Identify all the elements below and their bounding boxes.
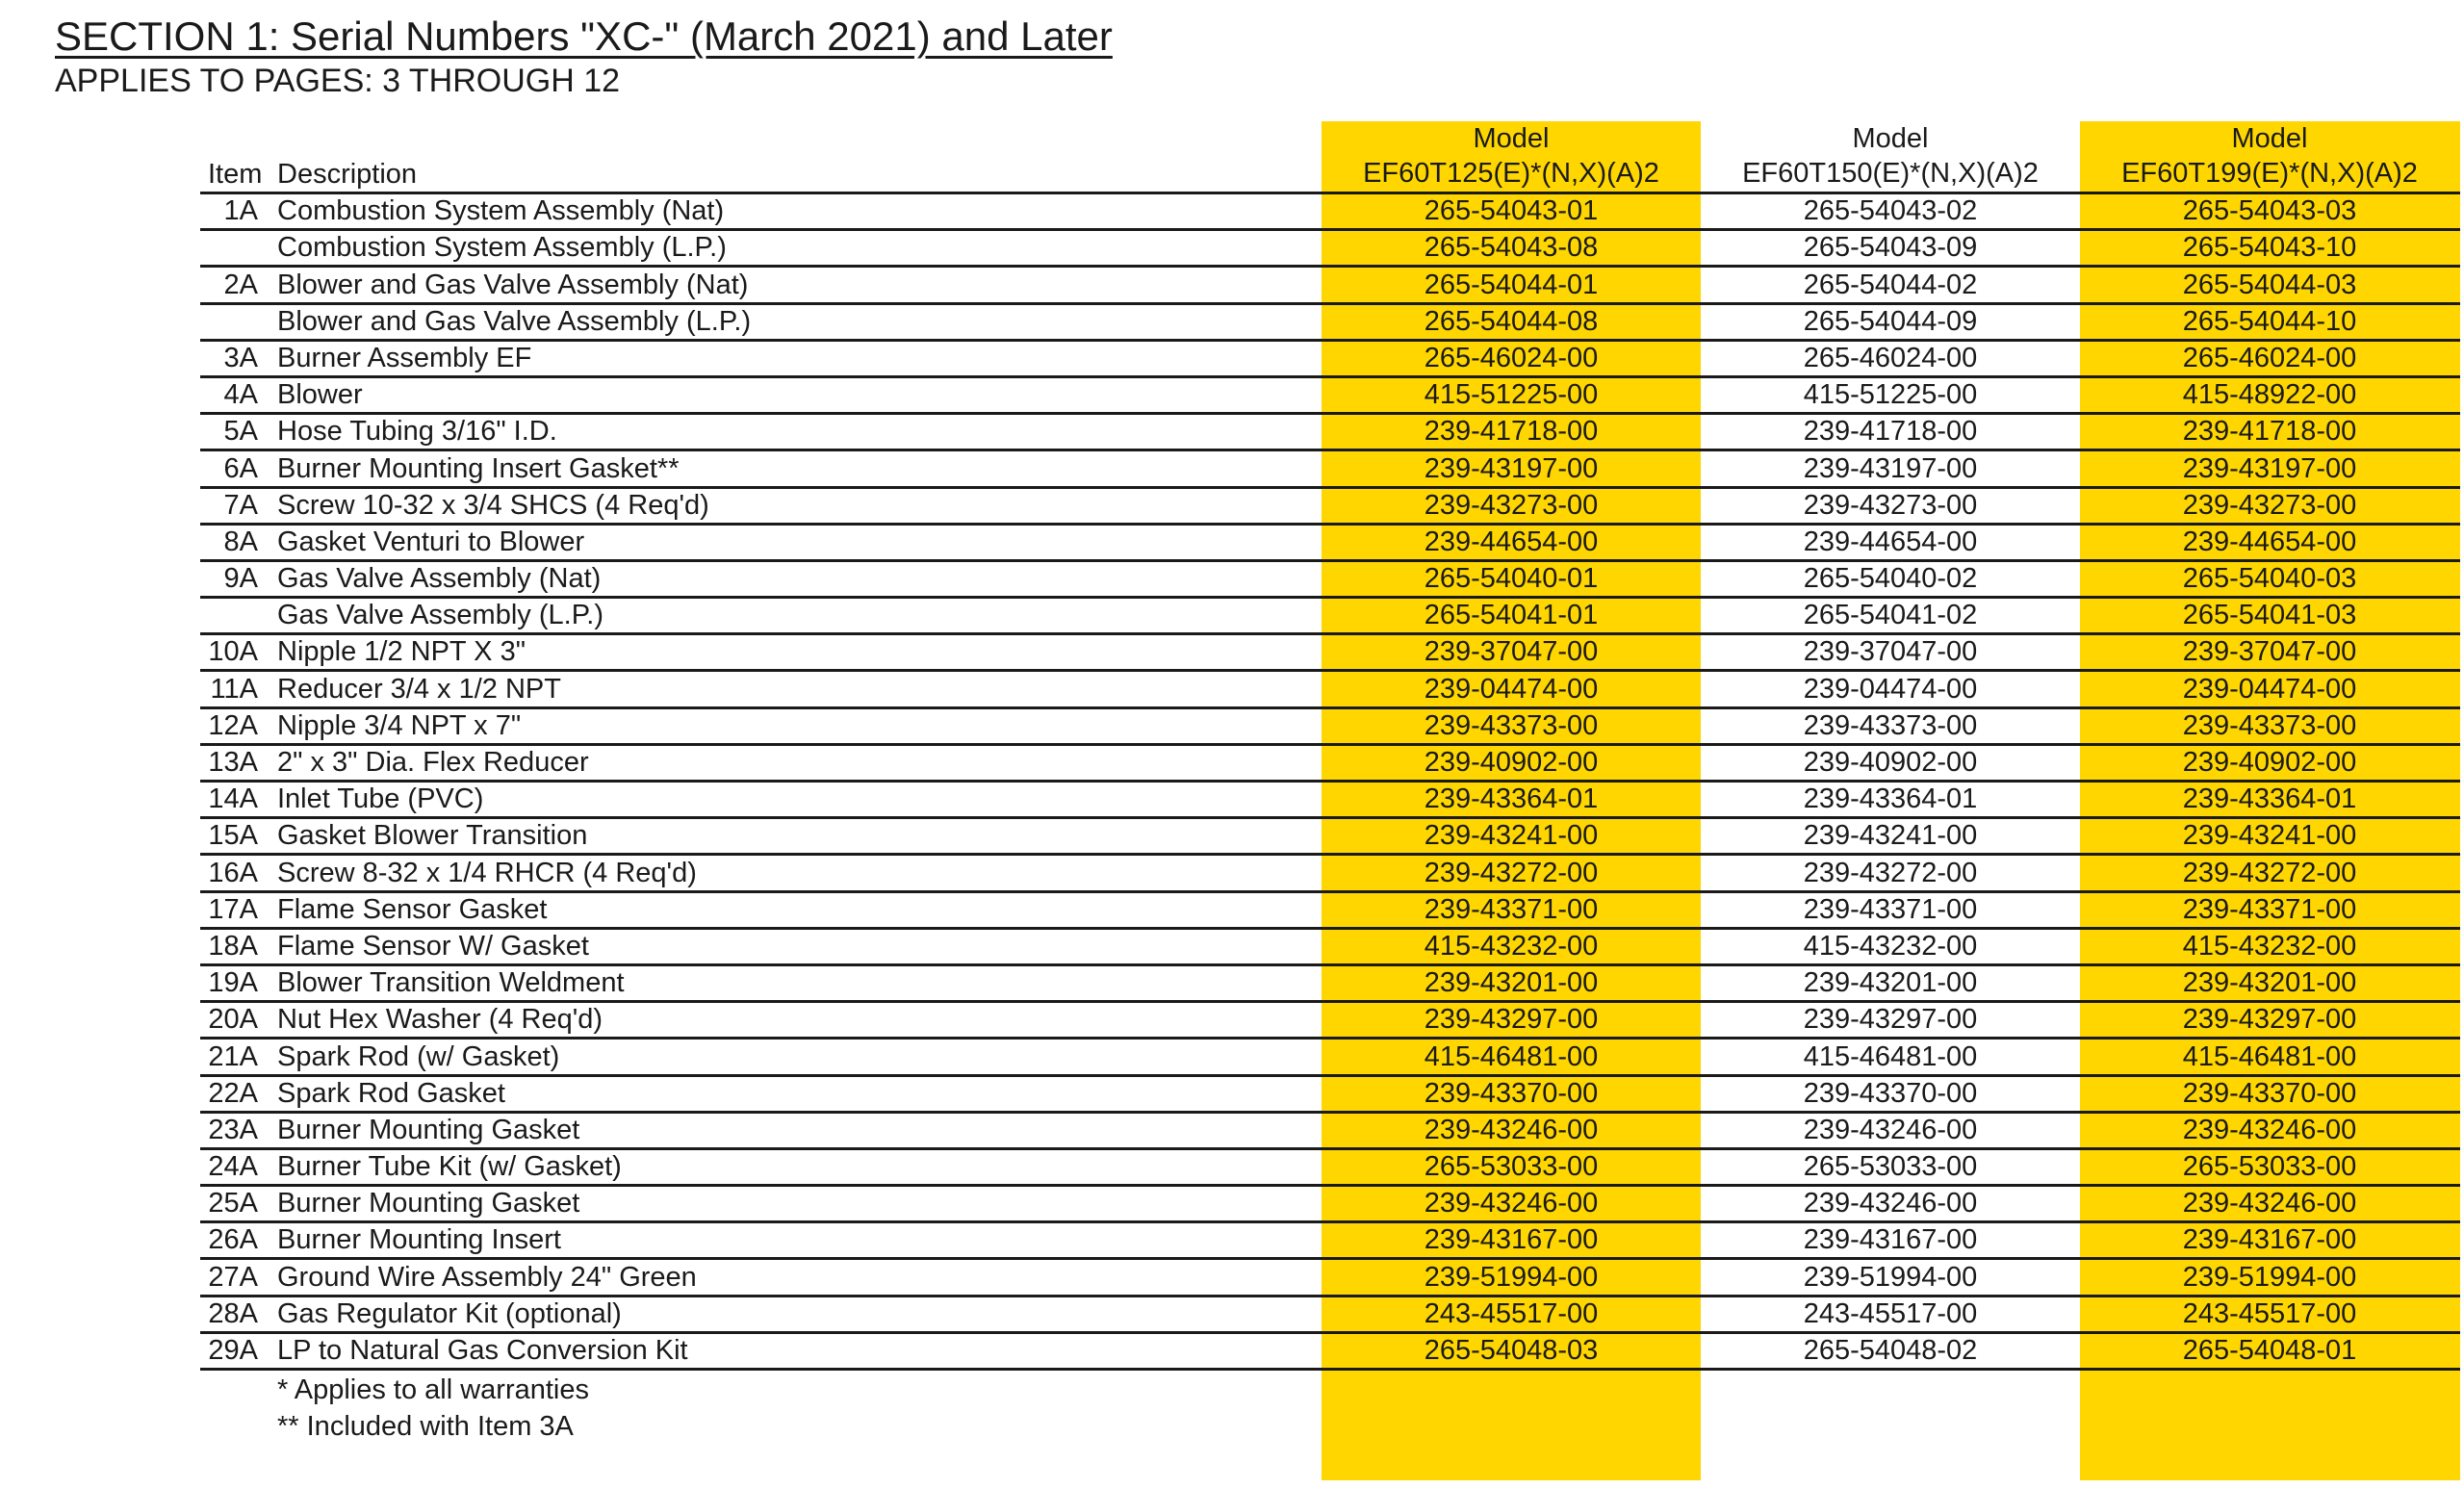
part-number-model-3: 265-54048-01: [2182, 1335, 2357, 1366]
item-number: 19A: [208, 967, 258, 999]
table-row: [200, 1334, 2460, 1371]
table-row: [200, 599, 2460, 635]
part-number-model-1: 415-43232-00: [1424, 930, 1599, 962]
part-number-model-1: 239-04474-00: [1424, 673, 1599, 705]
item-number: 1A: [223, 195, 258, 227]
item-description: 2" x 3" Dia. Flex Reducer: [277, 747, 589, 778]
header-model-2-name: EF60T150(E)*(N,X)(A)2: [1742, 158, 2039, 189]
part-number-model-3: 265-54044-10: [2182, 305, 2357, 337]
item-description: Inlet Tube (PVC): [277, 783, 484, 815]
item-number: 23A: [208, 1114, 258, 1145]
table-row: [200, 930, 2460, 966]
part-number-model-2: 239-43297-00: [1803, 1004, 1978, 1036]
part-number-model-2: 239-43371-00: [1803, 893, 1978, 925]
table-row: [200, 1260, 2460, 1296]
part-number-model-2: 239-43246-00: [1803, 1188, 1978, 1219]
part-number-model-3: 239-43201-00: [2182, 967, 2357, 999]
item-description: Burner Mounting Insert: [277, 1224, 561, 1256]
item-description: Combustion System Assembly (L.P.): [277, 232, 727, 264]
item-number: 17A: [208, 893, 258, 925]
table-row: [200, 746, 2460, 783]
item-description: Blower Transition Weldment: [277, 967, 625, 999]
item-number: 26A: [208, 1224, 258, 1256]
table-row: [200, 342, 2460, 378]
part-number-model-2: 265-54041-02: [1803, 600, 1978, 631]
table-row: [200, 856, 2460, 892]
part-number-model-1: 415-46481-00: [1424, 1040, 1599, 1072]
header-model-2-label: Model: [1852, 123, 1929, 154]
item-number: 13A: [208, 747, 258, 778]
part-number-model-2: 415-43232-00: [1803, 930, 1978, 962]
item-number: 25A: [208, 1188, 258, 1219]
item-number: 20A: [208, 1004, 258, 1036]
part-number-model-1: 239-41718-00: [1424, 416, 1599, 448]
item-description: Screw 10-32 x 3/4 SHCS (4 Req'd): [277, 489, 709, 521]
item-description: Burner Mounting Gasket: [277, 1188, 580, 1219]
footnote: [200, 1407, 2460, 1444]
table-row: [200, 1114, 2460, 1150]
part-number-model-2: 239-41718-00: [1803, 416, 1978, 448]
part-number-model-3: 239-43272-00: [2182, 857, 2357, 888]
part-number-model-1: 415-51225-00: [1424, 379, 1599, 411]
item-number: 22A: [208, 1077, 258, 1109]
item-description: Gasket Blower Transition: [277, 820, 588, 852]
item-description: Burner Mounting Insert Gasket**: [277, 452, 680, 484]
part-number-model-3: 265-46024-00: [2182, 342, 2357, 373]
item-description: Blower: [277, 379, 363, 411]
header-model-3-label: Model: [2231, 123, 2308, 154]
part-number-model-3: 415-46481-00: [2182, 1040, 2357, 1072]
part-number-model-1: 239-43371-00: [1424, 893, 1599, 925]
header-model-1-name: EF60T125(E)*(N,X)(A)2: [1363, 158, 1659, 189]
item-description: Ground Wire Assembly 24" Green: [277, 1261, 697, 1293]
part-number-model-2: 265-54043-02: [1803, 195, 1978, 227]
header-model-3-name: EF60T199(E)*(N,X)(A)2: [2121, 158, 2418, 189]
part-number-model-1: 239-44654-00: [1424, 526, 1599, 557]
item-number: 9A: [223, 563, 258, 595]
part-number-model-1: 239-43273-00: [1424, 489, 1599, 521]
part-number-model-3: 239-37047-00: [2182, 636, 2357, 668]
item-number: 10A: [208, 636, 258, 668]
part-number-model-1: 265-54043-01: [1424, 195, 1599, 227]
table-row: [200, 1003, 2460, 1040]
part-number-model-2: 239-43246-00: [1803, 1114, 1978, 1145]
part-number-model-1: 239-43197-00: [1424, 452, 1599, 484]
part-number-model-3: 239-51994-00: [2182, 1261, 2357, 1293]
table-row: [200, 709, 2460, 746]
part-number-model-1: 239-40902-00: [1424, 747, 1599, 778]
item-number: 12A: [208, 709, 258, 741]
item-description: Flame Sensor Gasket: [277, 893, 548, 925]
part-number-model-1: 265-53033-00: [1424, 1151, 1599, 1183]
part-number-model-2: 265-54040-02: [1803, 563, 1978, 595]
part-number-model-2: 265-53033-00: [1803, 1151, 1978, 1183]
part-number-model-2: 239-51994-00: [1803, 1261, 1978, 1293]
part-number-model-2: 239-43272-00: [1803, 857, 1978, 888]
part-number-model-1: 265-54041-01: [1424, 600, 1599, 631]
part-number-model-3: 239-41718-00: [2182, 416, 2357, 448]
part-number-model-1: 265-54044-08: [1424, 305, 1599, 337]
part-number-model-1: 239-43364-01: [1424, 783, 1599, 815]
table-header: [200, 121, 2460, 194]
part-number-model-1: 265-54044-01: [1424, 269, 1599, 300]
part-number-model-1: 265-46024-00: [1424, 342, 1599, 373]
part-number-model-2: 265-54044-02: [1803, 269, 1978, 300]
item-number: 15A: [208, 820, 258, 852]
table-row: [200, 415, 2460, 451]
part-number-model-2: 239-43373-00: [1803, 709, 1978, 741]
part-number-model-2: 239-43241-00: [1803, 820, 1978, 852]
item-description: Flame Sensor W/ Gasket: [277, 930, 589, 962]
part-number-model-3: 239-43246-00: [2182, 1114, 2357, 1145]
table-row: [200, 489, 2460, 526]
part-number-model-1: 239-43246-00: [1424, 1188, 1599, 1219]
part-number-model-2: 239-43201-00: [1803, 967, 1978, 999]
item-description: Blower and Gas Valve Assembly (L.P.): [277, 305, 752, 337]
table-row: [200, 966, 2460, 1003]
item-description: Reducer 3/4 x 1/2 NPT: [277, 673, 561, 705]
part-number-model-2: 239-37047-00: [1803, 636, 1978, 668]
part-number-model-1: 239-43201-00: [1424, 967, 1599, 999]
table-row: [200, 194, 2460, 231]
part-number-model-3: 239-43273-00: [2182, 489, 2357, 521]
part-number-model-3: 243-45517-00: [2182, 1297, 2357, 1329]
table-row: [200, 783, 2460, 819]
part-number-model-3: 265-54041-03: [2182, 600, 2357, 631]
item-description: Blower and Gas Valve Assembly (Nat): [277, 269, 749, 300]
item-description: Gas Valve Assembly (L.P.): [277, 600, 604, 631]
part-number-model-1: 239-43241-00: [1424, 820, 1599, 852]
item-number: 16A: [208, 857, 258, 888]
table-row: [200, 1040, 2460, 1076]
item-number: 7A: [223, 489, 258, 521]
part-number-model-1: 239-43373-00: [1424, 709, 1599, 741]
part-number-model-1: 265-54043-08: [1424, 232, 1599, 264]
table-row: [200, 672, 2460, 708]
part-number-model-3: 415-48922-00: [2182, 379, 2357, 411]
part-number-model-2: 415-46481-00: [1803, 1040, 1978, 1072]
table-row: [200, 305, 2460, 342]
part-number-model-1: 265-54048-03: [1424, 1335, 1599, 1366]
item-number: 28A: [208, 1297, 258, 1329]
table-row: [200, 526, 2460, 562]
item-number: 18A: [208, 930, 258, 962]
part-number-model-2: 265-54043-09: [1803, 232, 1978, 264]
table-row: [200, 1223, 2460, 1260]
header-model-1-label: Model: [1473, 123, 1550, 154]
part-number-model-3: 239-43197-00: [2182, 452, 2357, 484]
item-description: Screw 8-32 x 1/4 RHCR (4 Req'd): [277, 857, 697, 888]
part-number-model-2: 239-43197-00: [1803, 452, 1978, 484]
part-number-model-2: 415-51225-00: [1803, 379, 1978, 411]
part-number-model-1: 239-43297-00: [1424, 1004, 1599, 1036]
part-number-model-3: 239-43370-00: [2182, 1077, 2357, 1109]
item-number: 2A: [223, 269, 258, 300]
table-row: [200, 231, 2460, 268]
footnote-text: * Applies to all warranties: [277, 1374, 589, 1406]
item-description: Gas Regulator Kit (optional): [277, 1297, 622, 1329]
item-number: 4A: [223, 379, 258, 411]
item-number: 11A: [210, 673, 258, 705]
header-description: Description: [277, 159, 418, 190]
table-row: [200, 378, 2460, 415]
footnote: [200, 1371, 2460, 1407]
table-row: [200, 1297, 2460, 1334]
table-row: [200, 1150, 2460, 1187]
table-row: [200, 893, 2460, 930]
footnote-text: ** Included with Item 3A: [277, 1411, 574, 1443]
header-model-3: [2080, 121, 2459, 191]
table-row: [200, 1077, 2460, 1114]
part-number-model-1: 265-54040-01: [1424, 563, 1599, 595]
part-number-model-3: 415-43232-00: [2182, 930, 2357, 962]
part-number-model-3: 265-54044-03: [2182, 269, 2357, 300]
part-number-model-3: 239-43297-00: [2182, 1004, 2357, 1036]
part-number-model-3: 239-40902-00: [2182, 747, 2357, 778]
part-number-model-3: 265-54043-03: [2182, 195, 2357, 227]
parts-table: [200, 121, 2460, 1444]
item-number: 21A: [208, 1040, 258, 1072]
part-number-model-2: 265-54044-09: [1803, 305, 1978, 337]
table-row: [200, 562, 2460, 599]
item-description: Gasket Venturi to Blower: [277, 526, 585, 557]
part-number-model-2: 239-43167-00: [1803, 1224, 1978, 1256]
item-number: 3A: [223, 342, 258, 373]
item-number: 27A: [208, 1261, 258, 1293]
part-number-model-3: 239-43241-00: [2182, 820, 2357, 852]
part-number-model-2: 265-46024-00: [1803, 342, 1978, 373]
item-number: 8A: [223, 526, 258, 557]
item-number: 6A: [223, 452, 258, 484]
part-number-model-1: 239-37047-00: [1424, 636, 1599, 668]
part-number-model-1: 239-43272-00: [1424, 857, 1599, 888]
part-number-model-2: 239-44654-00: [1803, 526, 1978, 557]
item-description: Hose Tubing 3/16" I.D.: [277, 416, 557, 448]
item-description: Nipple 3/4 NPT x 7": [277, 709, 522, 741]
section-title: SECTION 1: Serial Numbers "XC-" (March 2021) and Later: [55, 13, 1113, 59]
part-number-model-3: 239-43371-00: [2182, 893, 2357, 925]
part-number-model-2: 239-43364-01: [1803, 783, 1978, 815]
part-number-model-2: 239-43370-00: [1803, 1077, 1978, 1109]
applies-to-pages: APPLIES TO PAGES: 3 THROUGH 12: [55, 63, 621, 99]
part-number-model-2: 239-40902-00: [1803, 747, 1978, 778]
part-number-model-1: 239-43246-00: [1424, 1114, 1599, 1145]
item-description: Combustion System Assembly (Nat): [277, 195, 725, 227]
part-number-model-2: 243-45517-00: [1803, 1297, 1978, 1329]
table-row: [200, 819, 2460, 856]
item-description: Burner Tube Kit (w/ Gasket): [277, 1151, 622, 1183]
header-item: Item: [208, 159, 263, 190]
part-number-model-3: 239-43364-01: [2182, 783, 2357, 815]
item-number: 29A: [208, 1335, 258, 1366]
part-number-model-1: 239-43370-00: [1424, 1077, 1599, 1109]
item-description: LP to Natural Gas Conversion Kit: [277, 1335, 688, 1366]
part-number-model-1: 243-45517-00: [1424, 1297, 1599, 1329]
item-description: Gas Valve Assembly (Nat): [277, 563, 602, 595]
item-number: 14A: [208, 783, 258, 815]
part-number-model-3: 239-44654-00: [2182, 526, 2357, 557]
item-description: Spark Rod (w/ Gasket): [277, 1040, 560, 1072]
item-number: 24A: [208, 1151, 258, 1183]
part-number-model-2: 265-54048-02: [1803, 1335, 1978, 1366]
table-row: [200, 268, 2460, 304]
part-number-model-1: 239-51994-00: [1424, 1261, 1599, 1293]
part-number-model-3: 239-43246-00: [2182, 1188, 2357, 1219]
header-model-1: [1322, 121, 1701, 191]
part-number-model-3: 239-43373-00: [2182, 709, 2357, 741]
part-number-model-3: 239-04474-00: [2182, 673, 2357, 705]
item-description: Burner Assembly EF: [277, 342, 532, 373]
table-row: [200, 1187, 2460, 1223]
header-model-2: [1701, 121, 2080, 191]
table-row: [200, 451, 2460, 488]
item-description: Burner Mounting Gasket: [277, 1114, 580, 1145]
item-number: 5A: [223, 416, 258, 448]
item-description: Nipple 1/2 NPT X 3": [277, 636, 526, 668]
item-description: Nut Hex Washer (4 Req'd): [277, 1004, 603, 1036]
part-number-model-2: 239-04474-00: [1803, 673, 1978, 705]
part-number-model-3: 265-54040-03: [2182, 563, 2357, 595]
part-number-model-3: 265-54043-10: [2182, 232, 2357, 264]
part-number-model-2: 239-43273-00: [1803, 489, 1978, 521]
part-number-model-3: 239-43167-00: [2182, 1224, 2357, 1256]
part-number-model-1: 239-43167-00: [1424, 1224, 1599, 1256]
part-number-model-3: 265-53033-00: [2182, 1151, 2357, 1183]
item-description: Spark Rod Gasket: [277, 1077, 505, 1109]
table-row: [200, 635, 2460, 672]
